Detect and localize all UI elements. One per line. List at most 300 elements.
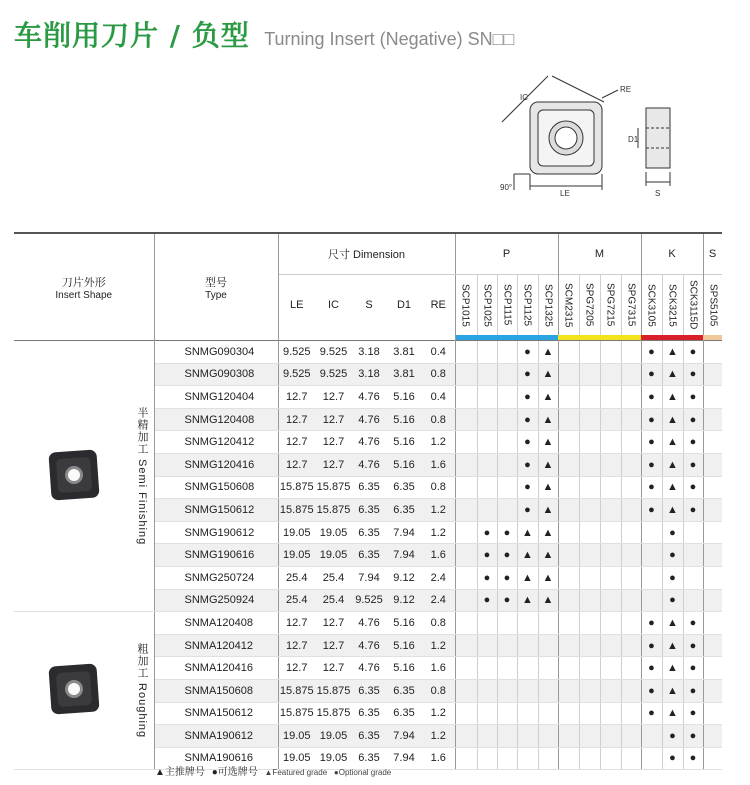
grade-mark-cell — [703, 702, 722, 725]
grade-mark-cell — [517, 747, 538, 770]
grade-mark-cell — [600, 499, 621, 522]
grade-mark-cell — [600, 657, 621, 680]
header-type — [154, 233, 278, 341]
grade-mark-cell — [579, 544, 600, 567]
grade-mark-cell — [477, 453, 497, 476]
grade-mark-cell — [455, 725, 477, 748]
dim-cell: 6.35 — [386, 702, 422, 725]
dim-cell: 6.35 — [352, 499, 386, 522]
grade-mark-cell — [455, 589, 477, 612]
dim-cell: 1.2 — [422, 702, 455, 725]
grade-mark-cell — [497, 386, 517, 409]
header-row-top — [14, 233, 722, 275]
grade-mark-cell — [621, 408, 641, 431]
table-row — [14, 612, 722, 635]
grade-mark-cell — [517, 725, 538, 748]
dim-cell: 12.7 — [315, 612, 352, 635]
diagram-label-angle: 90° — [500, 183, 513, 192]
grade-mark-cell — [641, 566, 662, 589]
grade-mark-cell — [621, 612, 641, 635]
grade-mark-cell: ● — [662, 521, 683, 544]
grade-mark-cell: ● — [683, 702, 703, 725]
grade-mark-cell — [477, 408, 497, 431]
grade-mark-cell — [600, 702, 621, 725]
grade-mark-cell — [558, 612, 579, 635]
dim-cell: 0.8 — [422, 679, 455, 702]
grade-header: SCM2315 — [558, 275, 579, 336]
grade-mark-cell — [455, 386, 477, 409]
dim-cell: 15.875 — [315, 476, 352, 499]
grade-mark-cell — [497, 341, 517, 364]
dim-cell: 15.875 — [278, 679, 315, 702]
grade-mark-cell — [558, 725, 579, 748]
type-cell: SNMG120404 — [154, 386, 278, 409]
grade-mark-cell — [641, 521, 662, 544]
grade-mark-cell: ● — [683, 634, 703, 657]
grade-mark-cell: ● — [477, 566, 497, 589]
grade-mark-cell — [579, 431, 600, 454]
dim-cell: 6.35 — [352, 702, 386, 725]
grade-mark-cell — [641, 725, 662, 748]
grade-header: SCP1025 — [477, 275, 497, 336]
grade-mark-cell: ● — [641, 453, 662, 476]
grade-mark-cell — [600, 341, 621, 364]
grade-mark-cell: ▲ — [662, 408, 683, 431]
grade-mark-cell — [579, 386, 600, 409]
dim-cell: 9.525 — [315, 341, 352, 364]
dim-cell: 12.7 — [278, 386, 315, 409]
grade-mark-cell — [558, 476, 579, 499]
grade-mark-cell — [558, 453, 579, 476]
grade-mark-cell — [477, 386, 497, 409]
grade-mark-cell — [579, 612, 600, 635]
dim-header-ic: IC — [328, 299, 339, 311]
grade-mark-cell — [517, 634, 538, 657]
type-cell: SNMG190612 — [154, 521, 278, 544]
type-cell: SNMG150612 — [154, 499, 278, 522]
grade-mark-cell — [703, 341, 722, 364]
grade-mark-cell — [538, 702, 558, 725]
grade-mark-cell — [477, 431, 497, 454]
dim-cell: 4.76 — [352, 657, 386, 680]
grade-mark-cell — [579, 566, 600, 589]
grade-mark-cell: ● — [641, 363, 662, 386]
grade-mark-cell: ● — [477, 521, 497, 544]
type-cell: SNMG190616 — [154, 544, 278, 567]
grade-mark-cell: ▲ — [662, 476, 683, 499]
type-cell: SNMA120416 — [154, 657, 278, 680]
dim-cell: 12.7 — [278, 453, 315, 476]
grade-mark-cell — [497, 453, 517, 476]
grade-mark-cell — [579, 589, 600, 612]
grade-mark-cell — [579, 453, 600, 476]
dim-cell: 19.05 — [315, 747, 352, 770]
grade-mark-cell — [497, 363, 517, 386]
dim-header-s: S — [365, 299, 373, 311]
dim-cell: 1.6 — [422, 657, 455, 680]
grade-mark-cell — [477, 612, 497, 635]
dim-cell: 12.7 — [278, 634, 315, 657]
grade-mark-cell — [558, 566, 579, 589]
dim-cell: 19.05 — [278, 544, 315, 567]
grade-mark-cell — [497, 612, 517, 635]
type-cell: SNMA150608 — [154, 679, 278, 702]
grade-mark-cell — [579, 725, 600, 748]
grade-mark-cell — [538, 725, 558, 748]
grade-mark-cell: ▲ — [662, 612, 683, 635]
dim-header-d1: D1 — [396, 299, 412, 311]
dim-cell: 4.76 — [352, 408, 386, 431]
dim-cell: 0.8 — [422, 363, 455, 386]
dim-cell: 6.35 — [352, 747, 386, 770]
grade-mark-cell: ● — [662, 566, 683, 589]
grade-header: SPG7315 — [621, 275, 641, 336]
grade-mark-cell — [558, 544, 579, 567]
grade-mark-cell — [703, 679, 722, 702]
grade-mark-cell: ● — [641, 657, 662, 680]
dim-cell: 2.4 — [422, 589, 455, 612]
header-dimension: 尺寸 Dimension — [278, 233, 455, 275]
grade-mark-cell — [621, 476, 641, 499]
grade-mark-cell — [455, 702, 477, 725]
group-p-label: P — [455, 233, 558, 275]
grade-mark-cell: ● — [683, 476, 703, 499]
grade-mark-cell — [455, 521, 477, 544]
grade-mark-cell: ▲ — [662, 499, 683, 522]
grade-mark-cell — [455, 747, 477, 770]
dim-cell: 5.16 — [386, 386, 422, 409]
grade-mark-cell — [703, 386, 722, 409]
grade-mark-cell — [600, 453, 621, 476]
grade-mark-cell: ● — [641, 612, 662, 635]
grade-mark-cell: ▲ — [662, 386, 683, 409]
grade-mark-cell: ▲ — [538, 589, 558, 612]
dim-cell: 19.05 — [315, 544, 352, 567]
grade-mark-cell — [455, 634, 477, 657]
grade-mark-cell: ● — [517, 476, 538, 499]
dim-cell: 5.16 — [386, 612, 422, 635]
grade-mark-cell — [621, 521, 641, 544]
dim-cell: 15.875 — [278, 476, 315, 499]
grade-mark-cell: ● — [517, 408, 538, 431]
grade-mark-cell — [455, 544, 477, 567]
grade-header: SCP1115 — [497, 275, 517, 336]
grade-mark-cell — [621, 566, 641, 589]
grade-mark-cell — [497, 431, 517, 454]
grade-mark-cell — [558, 521, 579, 544]
grade-mark-cell — [621, 747, 641, 770]
grade-mark-cell: ▲ — [517, 544, 538, 567]
grade-mark-cell — [703, 499, 722, 522]
grade-mark-cell — [455, 453, 477, 476]
dim-cell: 12.7 — [278, 431, 315, 454]
dim-cell: 4.76 — [352, 612, 386, 635]
dim-cell: 5.16 — [386, 453, 422, 476]
grade-mark-cell — [497, 634, 517, 657]
dim-cell: 7.94 — [386, 544, 422, 567]
grade-mark-cell: ▲ — [517, 521, 538, 544]
grade-mark-cell — [579, 747, 600, 770]
grade-mark-cell — [703, 408, 722, 431]
header-shape-en: Insert Shape — [55, 289, 113, 301]
title-chinese: 车削用刀片 / 负型 — [14, 19, 250, 52]
grade-mark-cell — [477, 499, 497, 522]
dim-cell: 1.6 — [422, 747, 455, 770]
grade-mark-cell — [558, 363, 579, 386]
grade-mark-cell — [621, 634, 641, 657]
group-s-label: S — [703, 233, 722, 275]
grade-header: SCP1125 — [517, 275, 538, 336]
grade-mark-cell: ● — [683, 657, 703, 680]
grade-mark-cell — [455, 679, 477, 702]
grade-mark-cell: ● — [517, 431, 538, 454]
grade-mark-cell — [497, 657, 517, 680]
dim-cell: 12.7 — [278, 408, 315, 431]
grade-mark-cell: ● — [641, 476, 662, 499]
grade-mark-cell — [600, 431, 621, 454]
grade-mark-cell — [497, 702, 517, 725]
dim-header-le: LE — [290, 299, 304, 311]
grade-mark-cell — [558, 634, 579, 657]
grade-mark-cell — [455, 476, 477, 499]
grade-mark-cell — [497, 499, 517, 522]
dim-cell: 9.12 — [386, 589, 422, 612]
grade-mark-cell: ● — [683, 725, 703, 748]
dim-cell: 15.875 — [315, 679, 352, 702]
dim-cell: 0.8 — [422, 408, 455, 431]
grade-mark-cell: ▲ — [538, 566, 558, 589]
grade-mark-cell — [621, 657, 641, 680]
grade-mark-cell: ▲ — [662, 453, 683, 476]
grade-mark-cell — [703, 657, 722, 680]
dim-cell: 6.35 — [386, 679, 422, 702]
grade-mark-cell: ● — [641, 634, 662, 657]
diagram-label-d1: D1 — [628, 135, 639, 144]
dim-cell: 25.4 — [315, 566, 352, 589]
dim-cell: 15.875 — [278, 702, 315, 725]
grade-mark-cell: ▲ — [662, 431, 683, 454]
grade-mark-cell: ● — [477, 589, 497, 612]
grade-mark-cell: ● — [683, 612, 703, 635]
grade-mark-cell: ● — [683, 408, 703, 431]
grade-mark-cell: ▲ — [662, 363, 683, 386]
grade-header: SCP1015 — [455, 275, 477, 336]
grade-mark-cell: ● — [517, 386, 538, 409]
grade-mark-cell — [558, 499, 579, 522]
grade-mark-cell: ▲ — [662, 341, 683, 364]
dim-cell: 0.4 — [422, 386, 455, 409]
grade-mark-cell — [703, 634, 722, 657]
grade-mark-cell: ● — [641, 499, 662, 522]
diagram-label-le: LE — [560, 189, 570, 198]
grade-mark-cell: ● — [497, 566, 517, 589]
grade-mark-cell — [517, 679, 538, 702]
grade-mark-cell: ● — [517, 499, 538, 522]
title-english: Turning Insert (Negative) SN□□ — [264, 29, 515, 49]
grade-header: SCP1325 — [538, 275, 558, 336]
grade-mark-cell: ▲ — [538, 544, 558, 567]
grade-mark-cell — [600, 566, 621, 589]
grade-mark-cell: ● — [662, 747, 683, 770]
diagram-label-re: RE — [620, 85, 632, 94]
grade-mark-cell — [579, 657, 600, 680]
dim-cell: 3.18 — [352, 363, 386, 386]
dim-cell: 12.7 — [278, 612, 315, 635]
grade-mark-cell — [517, 612, 538, 635]
grade-mark-cell — [683, 566, 703, 589]
grade-mark-cell — [621, 544, 641, 567]
dim-cell: 5.16 — [386, 408, 422, 431]
dim-cell: 1.2 — [422, 499, 455, 522]
grade-mark-cell: ▲ — [538, 431, 558, 454]
grade-mark-cell — [477, 657, 497, 680]
grade-mark-cell: ● — [662, 589, 683, 612]
grade-mark-cell — [600, 634, 621, 657]
grade-mark-cell — [621, 589, 641, 612]
grade-mark-cell — [538, 747, 558, 770]
grade-mark-cell — [497, 408, 517, 431]
type-cell: SNMA190616 — [154, 747, 278, 770]
grade-mark-cell: ▲ — [517, 589, 538, 612]
grade-mark-cell: ▲ — [662, 679, 683, 702]
grade-mark-cell: ▲ — [538, 386, 558, 409]
insert-photo-icon — [44, 445, 104, 505]
grade-mark-cell — [621, 363, 641, 386]
dim-cell: 7.94 — [386, 747, 422, 770]
dim-cell: 0.8 — [422, 476, 455, 499]
grade-mark-cell — [579, 634, 600, 657]
grade-mark-cell: ● — [517, 341, 538, 364]
group-m-label: M — [558, 233, 641, 275]
grade-mark-cell — [455, 566, 477, 589]
grade-mark-cell — [703, 431, 722, 454]
dim-cell: 19.05 — [315, 725, 352, 748]
grade-mark-cell: ● — [662, 544, 683, 567]
dim-cell: 7.94 — [386, 521, 422, 544]
grade-mark-cell: ● — [497, 544, 517, 567]
dim-cell: 6.35 — [386, 476, 422, 499]
dim-cell: 3.81 — [386, 341, 422, 364]
grade-mark-cell — [600, 363, 621, 386]
dim-cell: 4.76 — [352, 634, 386, 657]
dim-header-re: RE — [422, 275, 455, 336]
grade-mark-cell — [579, 363, 600, 386]
grade-mark-cell — [497, 679, 517, 702]
dim-cell: 12.7 — [315, 386, 352, 409]
grade-mark-cell: ● — [641, 679, 662, 702]
grade-mark-cell: ▲ — [538, 341, 558, 364]
grade-mark-cell: ● — [683, 499, 703, 522]
grade-header: SPG7205 — [579, 275, 600, 336]
grade-mark-cell — [477, 747, 497, 770]
dim-cell: 7.94 — [386, 725, 422, 748]
dim-cell: 3.81 — [386, 363, 422, 386]
dim-cell: 6.35 — [352, 544, 386, 567]
dim-cell: 4.76 — [352, 431, 386, 454]
grade-mark-cell — [477, 679, 497, 702]
type-cell: SNMG120412 — [154, 431, 278, 454]
type-cell: SNMG120416 — [154, 453, 278, 476]
dim-cell: 6.35 — [352, 476, 386, 499]
grade-mark-cell — [621, 453, 641, 476]
grade-mark-cell — [703, 747, 722, 770]
dim-cell: 3.18 — [352, 341, 386, 364]
type-cell: SNMA120412 — [154, 634, 278, 657]
dim-cell: 12.7 — [315, 634, 352, 657]
dim-cell: 9.525 — [315, 363, 352, 386]
grade-mark-cell — [641, 747, 662, 770]
grade-mark-cell — [703, 453, 722, 476]
dim-cell: 6.35 — [352, 679, 386, 702]
dim-cell: 1.2 — [422, 725, 455, 748]
grade-mark-cell — [600, 747, 621, 770]
grade-mark-cell — [600, 386, 621, 409]
grade-mark-cell: ● — [683, 679, 703, 702]
grade-mark-cell — [600, 589, 621, 612]
grade-mark-cell — [600, 612, 621, 635]
grade-mark-cell — [683, 589, 703, 612]
dim-cell: 25.4 — [315, 589, 352, 612]
grade-mark-cell — [455, 499, 477, 522]
dim-cell: 19.05 — [278, 747, 315, 770]
dim-cell: 12.7 — [315, 453, 352, 476]
dim-cell: 12.7 — [315, 408, 352, 431]
grade-mark-cell — [621, 431, 641, 454]
grade-mark-cell — [703, 363, 722, 386]
grade-mark-cell — [455, 341, 477, 364]
grade-header: SPG7215 — [600, 275, 621, 336]
grade-mark-cell: ● — [683, 747, 703, 770]
grade-mark-cell — [558, 702, 579, 725]
dim-cell: 12.7 — [315, 431, 352, 454]
grade-mark-cell: ● — [683, 453, 703, 476]
type-cell: SNMA120408 — [154, 612, 278, 635]
grade-mark-cell: ▲ — [662, 702, 683, 725]
header-type-en: Type — [205, 289, 227, 301]
grade-mark-cell — [497, 747, 517, 770]
grade-mark-cell: ● — [497, 589, 517, 612]
page-title — [14, 14, 514, 54]
dim-cell: 2.4 — [422, 566, 455, 589]
type-cell: SNMA150612 — [154, 702, 278, 725]
header-shape-zh: 刀片外形 — [61, 276, 106, 289]
grade-mark-cell — [703, 566, 722, 589]
dim-cell: 25.4 — [278, 566, 315, 589]
dim-cell: 19.05 — [278, 521, 315, 544]
insert-shape-roughing — [14, 612, 134, 770]
grade-mark-cell: ▲ — [517, 566, 538, 589]
dim-cell: 12.7 — [278, 657, 315, 680]
dim-cell: 5.16 — [386, 657, 422, 680]
grade-mark-cell — [477, 341, 497, 364]
grade-mark-cell — [683, 544, 703, 567]
grade-mark-cell — [703, 612, 722, 635]
grade-mark-cell — [683, 521, 703, 544]
dim-cell: 25.4 — [278, 589, 315, 612]
header-insert-shape — [14, 233, 154, 341]
grade-mark-cell — [579, 702, 600, 725]
section-label: 粗加工 Roughing — [134, 612, 154, 770]
dim-cell: 9.525 — [352, 589, 386, 612]
grade-mark-cell — [600, 408, 621, 431]
grade-mark-cell: ▲ — [538, 476, 558, 499]
grade-mark-cell: ● — [641, 341, 662, 364]
grade-mark-cell — [517, 702, 538, 725]
grade-mark-cell — [455, 363, 477, 386]
grade-mark-cell — [558, 431, 579, 454]
grade-mark-cell — [455, 431, 477, 454]
type-cell: SNMG120408 — [154, 408, 278, 431]
